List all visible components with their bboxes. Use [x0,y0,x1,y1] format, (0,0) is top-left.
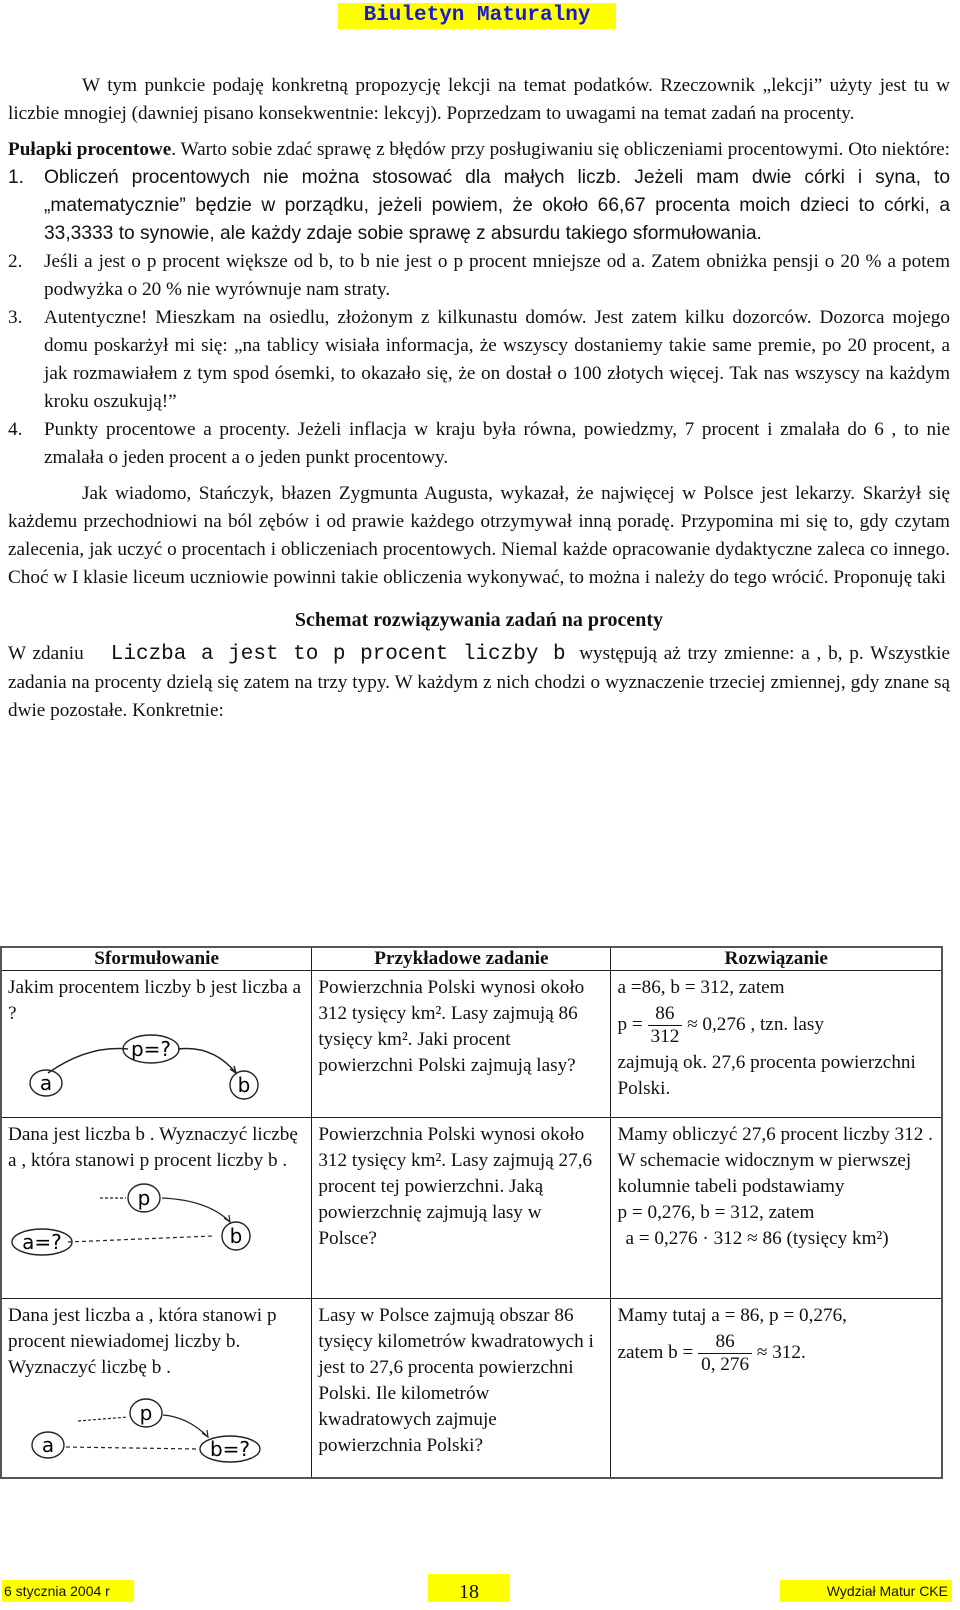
table-row [1,1118,942,1299]
traps-heading: Pułapki procentowe [8,139,172,160]
fraction: $\frac{86}{312}$ [648,1003,683,1048]
task-text: Powierzchnia Polski wynosi około 312 tysięcy km². Lasy zajmują 86 tysięcy km². Jaki procent powierzchni Polski zajmują lasy? [318,977,585,1076]
intro-paragraph: W tym punkcie podaję konkretną propozycję lekcji na temat podatków. Rzeczownik „lekcji” użyty jest tu w liczbie mnogiej (dawniej pisano konsekwentnie: lekcyj). Poprzedzam to uwagami na temat zadań na procenty. [8,75,950,124]
bulletin-header: Biuletyn Maturalny [338,3,616,29]
diagram-top-label: p [139,1401,153,1425]
traps-paragraph [8,136,950,164]
document-body [8,72,950,725]
diagram-right-label: b [237,1073,251,1097]
traps-text: . Warto sobie zdać sprawę z błędów przy posługiwaniu się obliczeniami procentowymi. Oto niektóre: [171,139,950,160]
schema-diagram [8,1387,268,1463]
diagram-top-label: p=? [130,1037,172,1061]
section-title: Schemat rozwiązywania zadań na procenty [294,609,664,631]
diagram-right-label: b=? [209,1437,251,1461]
diagram-left-label: a [41,1433,55,1457]
list-item: 4. Punkty procentowe a procenty. Jeżeli inflacja w kraju była równa, powiedzmy, 7 procent i zmalała do 6 , to nie zmalała o jeden procent a o jeden punkt procentowy. [8,419,950,468]
solution-line: a = 0,276 · 312 ≈ 86 (tysięcy km²) [625,1228,889,1249]
formulation-text: Dana jest liczba b . Wyznaczyć liczbę a , która stanowi p procent liczby b . [8,1124,298,1171]
table-row [1,1299,942,1479]
task-text: Lasy w Polsce zajmują obszar 86 tysięcy kilometrów kwadratowych i jest to 27,6 procenta powierzchni Polski. Ile kilometrów kwadratowych zajmuje powierzchnia Polski? [318,1305,594,1456]
diagram-left-label: a=? [22,1230,62,1254]
schema-diagram [8,1180,268,1258]
fraction: $\frac{86}{0, 276}$ [698,1331,752,1376]
solution-line: zajmują ok. 27,6 procenta powierzchni Polski. [617,1052,916,1099]
task-text: Powierzchnia Polski wynosi około 312 tysięcy km². Lasy zajmują 27,6 procent tej powierzchni. Jaką powierzchnię zajmują lasy w Polsce? [318,1124,593,1249]
stanczyk-paragraph: Jak wiadomo, Stańczyk, błazen Zygmunta Augusta, wykazał, że najwięcej w Polsce jest lekarzy. Skarżył się każdemu przechodniowi na ból zębów i od prawie każdego otrzymywał inną poradę. Przypomina mi się to, gdy czytam zalecenia, jak uczyć o procentach i obliczeniach procentowych. Niemal każde opracowanie dydaktyczne zaleca co innego. Choć w I klasie liceum uczniowie powinni takie obliczenia wykonywać, to można i należy do tego wrócić. Proponuję taki [8,483,950,588]
schema-diagram [8,1033,268,1103]
solution-line: a =86, b = 312, zatem [617,977,785,998]
solution-text: Mamy obliczyć 27,6 procent liczby 312 . W schemacie widocznym w pierwszej kolumnie tabeli podstawiamy [617,1124,933,1197]
list-item: 1. Obliczeń procentowych nie można stosować dla małych liczb. Jeżeli mam dwie córki i syna, to „matematycznie” będzie w porządku, jeżeli powiem, że około 66,67 procenta moich dzieci to córki, a 33,3333 to synowie, ale każdy zdaje sobie sprawę z absurdu takiego sformułowania. [8,167,950,244]
solution-formula: p = $\frac{86}{312}$ ≈ 0,276 , tzn. lasy [617,1003,824,1047]
footer-org: Wydział Matur CKE [780,1580,952,1602]
schema-formula: Liczba a jest to p procent liczby b [110,643,566,666]
formulation-text: Jakim procentem liczby b jest liczba a ? [8,977,302,1024]
col-header: Przykładowe zadanie [312,947,611,971]
solution-line: Mamy tutaj a = 86, p = 0,276, [617,1305,847,1326]
percent-table [0,946,943,1479]
list-item: 3. Autentyczne! Mieszkam na osiedlu, złożonym z kilkunastu domów. Jest zatem kilku dozorców. Dozorca mojego domu poskarżył mi się: „na tablicy wisiała informacja, że wszyscy dostaniemy takie same premie, po 20 procent, a jak rozmawiałem z tym spod ósemki, to okazało się, że on dostał o 100 złotych więcej. Tak nas wszyscy na każdym kroku oszukują!” [8,307,950,412]
page-number: 18 [428,1574,510,1602]
table-row [1,971,942,1118]
col-header: Rozwiązanie [611,947,942,971]
solution-line: p = 0,276, b = 312, zatem [617,1202,815,1223]
formulation-text: Dana jest liczba a , która stanowi p procent niewiadomej liczby b. Wyznaczyć liczbę b . [8,1305,277,1378]
schema-paragraph: W zdaniu Liczba a jest to p procent liczby b występują aż trzy zmienne: a , b, p. Wszystkie zadania na procenty dzielą się zatem na trzy typy. W każdym z nich chodzi o wyznaczenie trzeciej zmiennej, gdy znane są dwie pozostałe. Konkretnie: [8,643,950,721]
solution-formula: zatem b = $\frac{86}{0, 276}$ ≈ 312. [617,1331,806,1375]
footer-date: 6 stycznia 2004 r [2,1580,134,1602]
diagram-top-label: p [137,1186,151,1210]
diagram-right-label: b [229,1224,243,1248]
col-header: Sformułowanie [1,947,312,971]
diagram-left-label: a [39,1071,53,1095]
list-item: 2. Jeśli a jest o p procent większe od b, to b nie jest o p procent mniejsze od a. Zatem obniżka pensji o 20 % a potem podwyżka o 20 % nie wyrównuje nam straty. [8,251,950,300]
